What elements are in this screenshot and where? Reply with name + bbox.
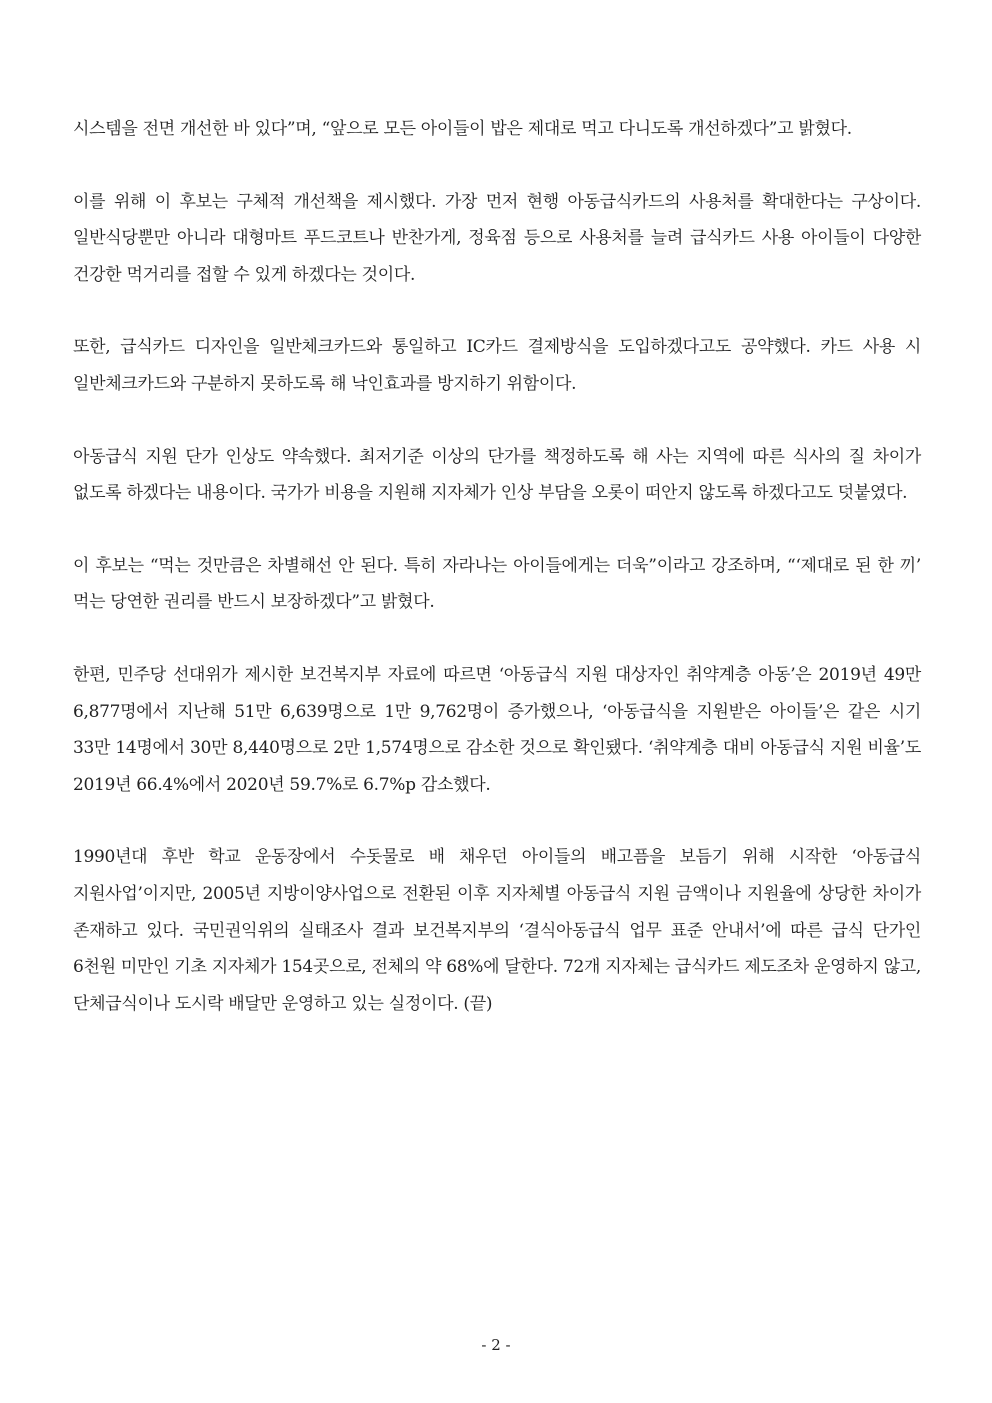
paragraph-3: 또한, 급식카드 디자인을 일반체크카드와 통일하고 IC카드 결제방식을 도입하겠다고도 공약했다. 카드 사용 시 일반체크카드와 구분하지 못하도록 해 낙인효과를 방지하기 위함이다. xyxy=(73,337,921,394)
paragraph-1: 시스템을 전면 개선한 바 있다”며, “앞으로 모든 아이들이 밥은 제대로 먹고 다니도록 개선하겠다”고 밝혔다. xyxy=(73,119,852,139)
page-number: - 2 - xyxy=(481,1336,511,1354)
paragraph-7: 1990년대 후반 학교 운동장에서 수돗물로 배 채우던 아이들의 배고픔을 보듬기 위해 시작한 ‘아동급식 지원사업’이지만, 2005년 지방이양사업으로 전환된 이후 지자체별 아동급식 지원 금액이나 지원율에 상당한 차이가 존재하고 있다. 국민권익위의 실태조사 결과 보건복지부의 ‘결식아동급식 업무 표준 안내서’에 따른 급식 단가인 6천원 미만인 기초 지자체가 154곳으로, 전체의 약 68%에 달한다. 72개 지자체는 급식카드 제도조차 운영하지 않고, 단체급식이나 도시락 배달만 운영하고 있는 실정이다. (끝) xyxy=(73,847,921,1014)
document-body xyxy=(73,111,921,1022)
paragraph-4: 아동급식 지원 단가 인상도 약속했다. 최저기준 이상의 단가를 책정하도록 해 사는 지역에 따른 식사의 질 차이가 없도록 하겠다는 내용이다. 국가가 비용을 지원해 지자체가 인상 부담을 오롯이 떠안지 않도록 하겠다고도 덧붙였다. xyxy=(73,446,921,504)
paragraph-5: 이 후보는 “먹는 것만큼은 차별해선 안 된다. 특히 자라나는 아이들에게는 더욱”이라고 강조하며, “‘제대로 된 한 끼’ 먹는 당연한 권리를 반드시 보장하겠다”고 밝혔다. xyxy=(73,555,921,613)
paragraph-2: 이를 위해 이 후보는 구체적 개선책을 제시했다. 가장 먼저 현행 아동급식카드의 사용처를 확대한다는 구상이다. 일반식당뿐만 아니라 대형마트 푸드코트나 반찬가게, 정육점 등으로 사용처를 늘려 급식카드 사용 아이들이 다양한 건강한 먹거리를 접할 수 있게 하겠다는 것이다. xyxy=(73,191,921,285)
paragraph-6: 한편, 민주당 선대위가 제시한 보건복지부 자료에 따르면 ‘아동급식 지원 대상자인 취약계층 아동’은 2019년 49만 6,877명에서 지난해 51만 6,639명으로 1만 9,762명이 증가했으나, ‘아동급식을 지원받은 아이들’은 같은 시기 33만 14명에서 30만 8,440명으로 2만 1,574명으로 감소한 것으로 확인됐다. ‘취약계층 대비 아동급식 지원 비율’도 2019년 66.4%에서 2020년 59.7%로 6.7%p 감소했다. xyxy=(73,664,921,795)
